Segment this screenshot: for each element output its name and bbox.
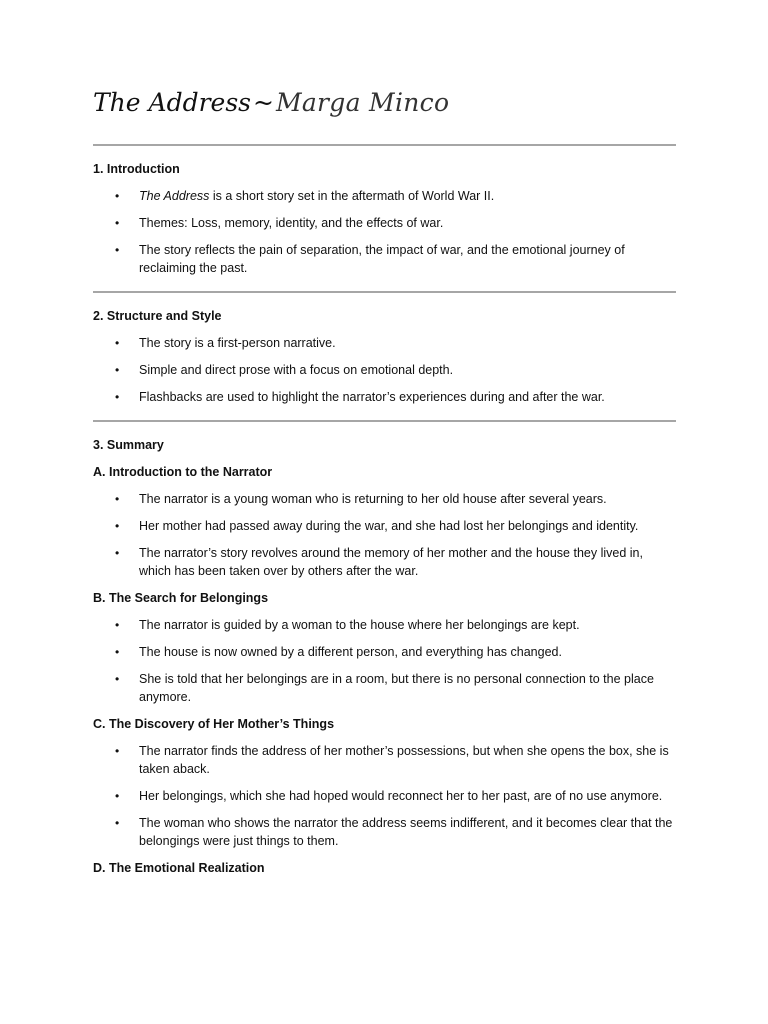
section-divider — [93, 291, 676, 293]
bullet-icon: • — [115, 645, 120, 659]
bullet-icon: • — [115, 618, 120, 632]
subsection-c-list — [93, 742, 676, 850]
list-item-text: The narrator is guided by a woman to the house where her belongings are kept. — [139, 618, 580, 632]
list-item-text: The woman who shows the narrator the address seems indifferent, and it becomes clear that the belongings were just things to them. — [139, 816, 673, 848]
bullet-icon: • — [115, 492, 120, 506]
list-item-text: Flashbacks are used to highlight the narrator’s experiences during and after the war. — [139, 390, 605, 404]
list-item-text: Themes: Loss, memory, identity, and the effects of war. — [139, 216, 444, 230]
list-item — [93, 616, 676, 634]
list-item — [93, 334, 676, 352]
list-item — [93, 787, 676, 805]
section-divider — [93, 144, 676, 146]
title-author: Marga Minco — [275, 88, 450, 117]
list-item-text: Her belongings, which she had hoped would reconnect her to her past, are of no use anymore. — [139, 789, 663, 803]
bullet-icon: • — [115, 189, 120, 203]
list-item — [93, 361, 676, 379]
bullet-icon: • — [115, 216, 120, 230]
list-item-text: The story is a first-person narrative. — [139, 336, 336, 350]
section-divider — [93, 420, 676, 422]
subsection-heading-a: A. Introduction to the Narrator — [93, 465, 273, 479]
document-page — [93, 84, 676, 877]
list-item — [93, 187, 676, 205]
list-item — [93, 643, 676, 661]
bullet-icon: • — [115, 789, 120, 803]
list-item — [93, 517, 676, 535]
list-item-text: The story reflects the pain of separation, the impact of war, and the emotional journey of reclaiming the past. — [139, 243, 625, 275]
list-item — [93, 241, 676, 277]
title-separator: ~ — [252, 88, 274, 117]
section-heading-structure: 2. Structure and Style — [93, 309, 222, 323]
subsection-heading-b: B. The Search for Belongings — [93, 591, 269, 605]
list-item-text: Her mother had passed away during the war, and she had lost her belongings and identity. — [139, 519, 639, 533]
story-title-italic: The Address — [139, 189, 210, 203]
list-item — [93, 214, 676, 232]
bullet-icon: • — [115, 546, 120, 560]
list-item-text: The narrator finds the address of her mother’s possessions, but when she opens the box, she is taken aback. — [139, 744, 669, 776]
section-heading-summary: 3. Summary — [93, 438, 164, 452]
list-item — [93, 544, 676, 580]
subsection-b-list — [93, 616, 676, 706]
list-item — [93, 814, 676, 850]
list-item-text: Simple and direct prose with a focus on emotional depth. — [139, 363, 454, 377]
list-item-text: is a short story set in the aftermath of World War II. — [209, 189, 495, 203]
list-item-text: The house is now owned by a different person, and everything has changed. — [139, 645, 562, 659]
section-heading-introduction: 1. Introduction — [93, 162, 180, 176]
list-item — [93, 742, 676, 778]
bullet-icon: • — [115, 672, 120, 686]
list-item-text: She is told that her belongings are in a room, but there is no personal connection to the place anymore. — [139, 672, 654, 704]
subsection-heading-c: C. The Discovery of Her Mother’s Things — [93, 717, 335, 731]
list-item-text: The narrator is a young woman who is returning to her old house after several years. — [139, 492, 607, 506]
list-item-text: The narrator’s story revolves around the memory of her mother and the house they lived in, which has been taken over by others after the war. — [139, 546, 643, 578]
list-item — [93, 388, 676, 406]
bullet-icon: • — [115, 243, 120, 257]
bullet-icon: • — [115, 519, 120, 533]
bullet-icon: • — [115, 816, 120, 830]
bullet-icon: • — [115, 336, 120, 350]
subsection-heading-d: D. The Emotional Realization — [93, 861, 265, 875]
introduction-list — [93, 187, 676, 277]
list-item — [93, 490, 676, 508]
document-title — [93, 84, 676, 122]
structure-list — [93, 334, 676, 406]
title-main: The Address — [93, 88, 251, 117]
bullet-icon: • — [115, 744, 120, 758]
bullet-icon: • — [115, 363, 120, 377]
bullet-icon: • — [115, 390, 120, 404]
list-item — [93, 670, 676, 706]
subsection-a-list — [93, 490, 676, 580]
